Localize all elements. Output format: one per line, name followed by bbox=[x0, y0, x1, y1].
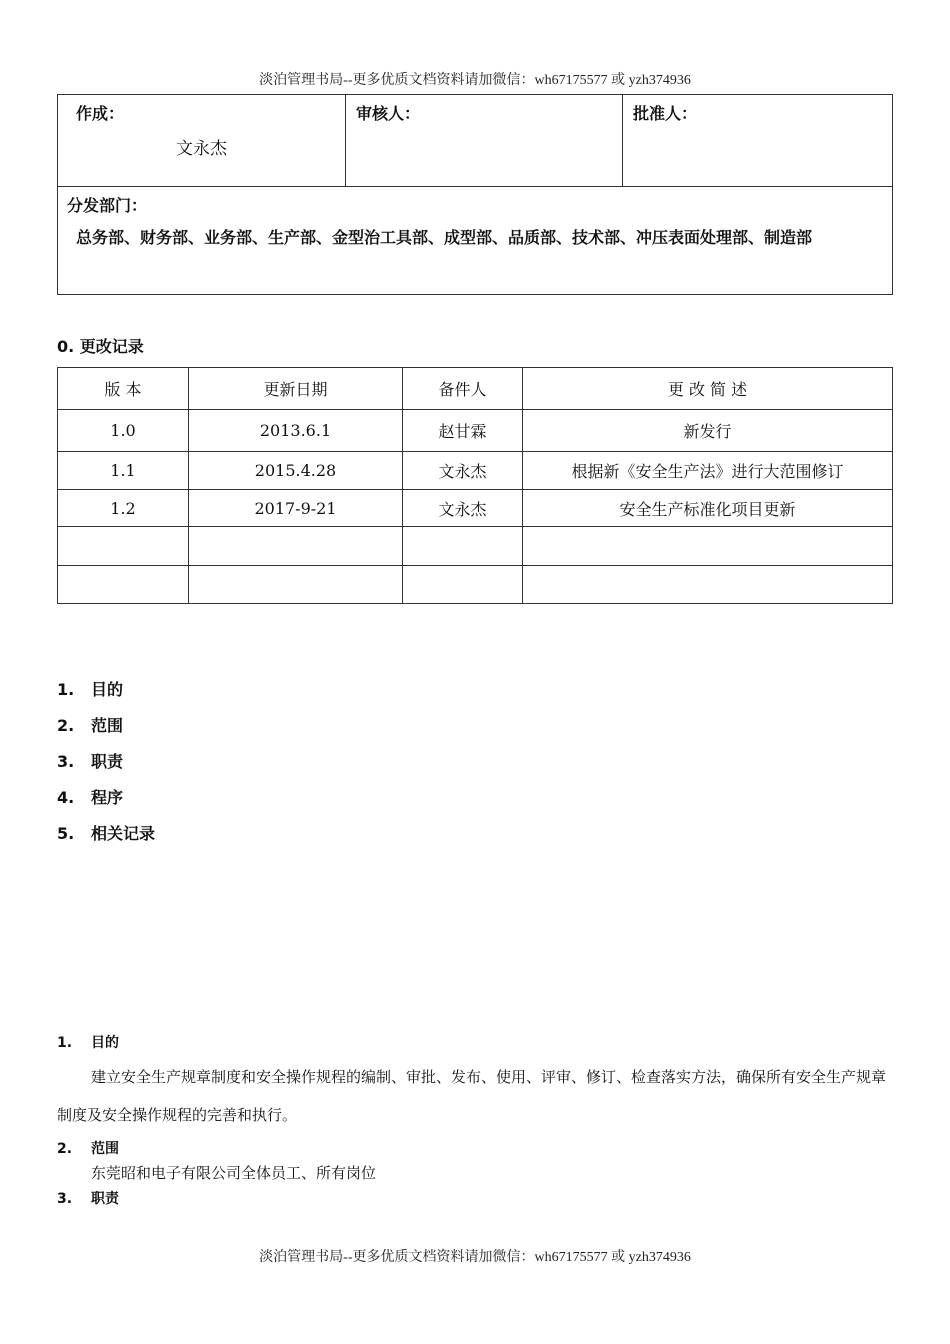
cell-date: 2017-9-21 bbox=[189, 490, 403, 527]
table-row bbox=[58, 527, 893, 566]
section-number: 1. bbox=[57, 1035, 73, 1051]
distribution-cell bbox=[58, 187, 893, 295]
cell-summary: 安全生产标准化项目更新 bbox=[523, 490, 893, 527]
page-header: 淡泊管理书局--更多优质文档资料请加微信：wh67175577 或 yzh374936 bbox=[259, 73, 691, 88]
toc-number: 5. bbox=[57, 824, 75, 843]
header-version: 版 本 bbox=[58, 368, 189, 410]
section-heading bbox=[57, 1138, 893, 1158]
signoff-table bbox=[57, 94, 893, 295]
distribution-label: 分发部门： bbox=[67, 196, 148, 215]
header-summary: 更 改 简 述 bbox=[523, 368, 893, 410]
table-of-contents bbox=[57, 678, 155, 858]
header-date: 更新日期 bbox=[189, 368, 403, 410]
reviewer-label: 审核人： bbox=[356, 104, 421, 123]
cell-person: 赵甘霖 bbox=[403, 410, 523, 452]
section-scope bbox=[57, 1138, 893, 1183]
cell-summary: 新发行 bbox=[523, 410, 893, 452]
cell-person bbox=[403, 566, 523, 604]
header-person: 备件人 bbox=[403, 368, 523, 410]
cell-person: 文永杰 bbox=[403, 452, 523, 490]
toc-title: 目的 bbox=[91, 680, 124, 699]
cell-date: 2013.6.1 bbox=[189, 410, 403, 452]
cell-summary: 根据新《安全生产法》进行大范围修订 bbox=[523, 452, 893, 490]
author-name: 文永杰 bbox=[176, 139, 227, 159]
scope-text: 东莞昭和电子有限公司全体员工、所有岗位 bbox=[91, 1164, 377, 1182]
author-cell bbox=[58, 95, 346, 187]
distribution-departments: 总务部、财务部、业务部、生产部、金型治工具部、成型部、品质部、技术部、冲压表面处理部、制造部 bbox=[76, 228, 813, 247]
section-title: 职责 bbox=[91, 1191, 119, 1207]
approver-cell bbox=[623, 95, 893, 187]
toc-item bbox=[57, 714, 155, 750]
cell-date bbox=[189, 566, 403, 604]
toc-number: 1. bbox=[57, 680, 75, 699]
section-title: 范围 bbox=[91, 1141, 119, 1157]
section-number: 2. bbox=[57, 1141, 73, 1157]
toc-item bbox=[57, 822, 155, 858]
cell-version: 1.0 bbox=[58, 410, 189, 452]
change-record-title: 0. 更改记录 bbox=[57, 337, 144, 356]
toc-item bbox=[57, 750, 155, 786]
cell-summary bbox=[523, 527, 893, 566]
cell-version bbox=[58, 527, 189, 566]
purpose-text: 建立安全生产规章制度和安全操作规程的编制、审批、发布、使用、评审、修订、检查落实方法，确保所有安全生产规章制度及安全操作规程的完善和执行。 bbox=[57, 1068, 887, 1124]
toc-number: 4. bbox=[57, 788, 75, 807]
cell-version: 1.1 bbox=[58, 452, 189, 490]
toc-title: 范围 bbox=[91, 716, 124, 735]
cell-version: 1.2 bbox=[58, 490, 189, 527]
table-row bbox=[58, 452, 893, 490]
author-label: 作成： bbox=[76, 104, 125, 123]
change-record-table bbox=[57, 367, 893, 604]
toc-number: 2. bbox=[57, 716, 75, 735]
reviewer-cell bbox=[346, 95, 623, 187]
toc-item bbox=[57, 786, 155, 822]
cell-date: 2015.4.28 bbox=[189, 452, 403, 490]
page-footer: 淡泊管理书局--更多优质文档资料请加微信：wh67175577 或 yzh374936 bbox=[259, 1250, 691, 1265]
toc-number: 3. bbox=[57, 752, 75, 771]
table-row bbox=[58, 490, 893, 527]
table-header-row bbox=[58, 368, 893, 410]
section-purpose bbox=[57, 1032, 893, 1134]
section-title: 目的 bbox=[91, 1035, 119, 1051]
approver-label: 批准人： bbox=[633, 104, 698, 123]
cell-summary bbox=[523, 566, 893, 604]
toc-title: 职责 bbox=[91, 752, 124, 771]
cell-version bbox=[58, 566, 189, 604]
table-row bbox=[58, 410, 893, 452]
toc-title: 相关记录 bbox=[91, 824, 156, 843]
section-responsibility bbox=[57, 1188, 893, 1208]
toc-title: 程序 bbox=[91, 788, 124, 807]
cell-date bbox=[189, 527, 403, 566]
table-row bbox=[58, 566, 893, 604]
cell-person: 文永杰 bbox=[403, 490, 523, 527]
section-number: 3. bbox=[57, 1191, 73, 1207]
section-heading bbox=[57, 1188, 893, 1208]
section-heading bbox=[57, 1032, 893, 1052]
toc-item bbox=[57, 678, 155, 714]
cell-person bbox=[403, 527, 523, 566]
